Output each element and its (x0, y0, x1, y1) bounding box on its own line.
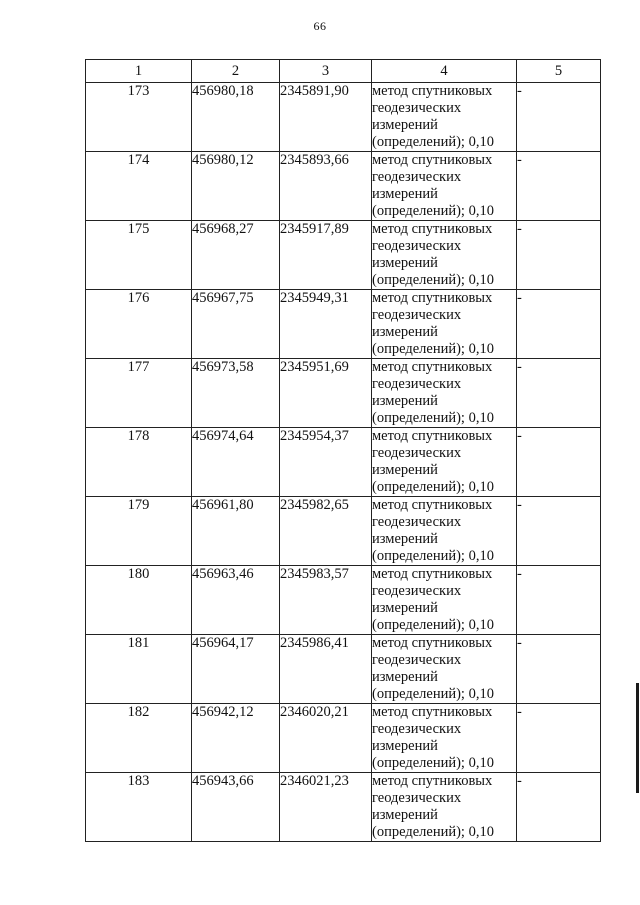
method-cell (372, 290, 517, 359)
table-body (86, 83, 601, 842)
method-line: геодезических (372, 721, 462, 737)
method-cell (372, 83, 517, 152)
description-cell: - (517, 497, 601, 566)
method-line: геодезических (372, 307, 462, 323)
description-cell: - (517, 635, 601, 704)
method-cell (372, 428, 517, 497)
x-coordinate-cell: 456943,66 (192, 773, 280, 842)
method-line: (определений); 0,10 (372, 410, 494, 426)
method-line: (определений); 0,10 (372, 755, 494, 771)
description-cell: - (517, 152, 601, 221)
header-row (86, 60, 601, 83)
method-line: (определений); 0,10 (372, 134, 494, 150)
table-row (86, 83, 601, 152)
method-line: метод спутниковых (372, 290, 493, 306)
method-cell (372, 635, 517, 704)
coordinates-table (85, 59, 601, 842)
table-row (86, 152, 601, 221)
x-coordinate-cell: 456961,80 (192, 497, 280, 566)
y-coordinate-cell: 2345986,41 (280, 635, 372, 704)
method-line: метод спутниковых (372, 428, 493, 444)
method-line: измерений (372, 117, 438, 133)
method-line: измерений (372, 807, 438, 823)
y-coordinate-cell: 2345982,65 (280, 497, 372, 566)
header-cell-2: 2 (192, 60, 280, 83)
table-row (86, 221, 601, 290)
y-coordinate-cell: 2345954,37 (280, 428, 372, 497)
method-cell (372, 359, 517, 428)
method-line: (определений); 0,10 (372, 272, 494, 288)
method-line: измерений (372, 462, 438, 478)
method-line: (определений); 0,10 (372, 479, 494, 495)
page-number: 66 (313, 19, 327, 33)
method-line: геодезических (372, 445, 462, 461)
description-cell: - (517, 83, 601, 152)
method-cell (372, 773, 517, 842)
method-line: геодезических (372, 100, 462, 116)
method-line: (определений); 0,10 (372, 203, 494, 219)
method-line: измерений (372, 600, 438, 616)
y-coordinate-cell: 2345951,69 (280, 359, 372, 428)
table-row (86, 290, 601, 359)
x-coordinate-cell: 456942,12 (192, 704, 280, 773)
table-row (86, 635, 601, 704)
point-number-cell: 183 (86, 773, 192, 842)
x-coordinate-cell: 456980,18 (192, 83, 280, 152)
table-row (86, 428, 601, 497)
point-number-cell: 173 (86, 83, 192, 152)
header-cell-3: 3 (280, 60, 372, 83)
point-number-cell: 179 (86, 497, 192, 566)
description-cell: - (517, 221, 601, 290)
y-coordinate-cell: 2345949,31 (280, 290, 372, 359)
method-cell (372, 152, 517, 221)
table-row (86, 773, 601, 842)
method-line: геодезических (372, 514, 462, 530)
x-coordinate-cell: 456964,17 (192, 635, 280, 704)
method-cell (372, 221, 517, 290)
point-number-cell: 174 (86, 152, 192, 221)
y-coordinate-cell: 2345891,90 (280, 83, 372, 152)
method-line: геодезических (372, 169, 462, 185)
method-line: метод спутниковых (372, 83, 493, 99)
method-line: метод спутниковых (372, 635, 493, 651)
point-number-cell: 176 (86, 290, 192, 359)
point-number-cell: 178 (86, 428, 192, 497)
method-line: измерений (372, 738, 438, 754)
description-cell: - (517, 566, 601, 635)
header-cell-1: 1 (86, 60, 192, 83)
method-line: метод спутниковых (372, 152, 493, 168)
y-coordinate-cell: 2345983,57 (280, 566, 372, 635)
x-coordinate-cell: 456973,58 (192, 359, 280, 428)
method-line: геодезических (372, 376, 462, 392)
description-cell: - (517, 773, 601, 842)
point-number-cell: 182 (86, 704, 192, 773)
description-cell: - (517, 290, 601, 359)
x-coordinate-cell: 456980,12 (192, 152, 280, 221)
description-cell: - (517, 359, 601, 428)
point-number-cell: 177 (86, 359, 192, 428)
table-row (86, 359, 601, 428)
method-line: (определений); 0,10 (372, 824, 494, 840)
method-line: измерений (372, 531, 438, 547)
method-line: метод спутниковых (372, 221, 493, 237)
method-line: измерений (372, 324, 438, 340)
method-line: метод спутниковых (372, 359, 493, 375)
point-number-cell: 175 (86, 221, 192, 290)
method-line: измерений (372, 186, 438, 202)
method-line: геодезических (372, 790, 462, 806)
point-number-cell: 181 (86, 635, 192, 704)
x-coordinate-cell: 456963,46 (192, 566, 280, 635)
method-line: (определений); 0,10 (372, 617, 494, 633)
method-line: метод спутниковых (372, 497, 493, 513)
y-coordinate-cell: 2345893,66 (280, 152, 372, 221)
x-coordinate-cell: 456974,64 (192, 428, 280, 497)
method-line: измерений (372, 393, 438, 409)
x-coordinate-cell: 456967,75 (192, 290, 280, 359)
method-line: метод спутниковых (372, 566, 493, 582)
method-cell (372, 497, 517, 566)
header-cell-5: 5 (517, 60, 601, 83)
method-line: (определений); 0,10 (372, 686, 494, 702)
y-coordinate-cell: 2346020,21 (280, 704, 372, 773)
method-line: геодезических (372, 652, 462, 668)
method-line: (определений); 0,10 (372, 341, 494, 357)
method-line: (определений); 0,10 (372, 548, 494, 564)
scan-edge-mark (636, 683, 639, 793)
table-row (86, 704, 601, 773)
method-line: геодезических (372, 238, 462, 254)
method-line: метод спутниковых (372, 704, 493, 720)
description-cell: - (517, 704, 601, 773)
x-coordinate-cell: 456968,27 (192, 221, 280, 290)
y-coordinate-cell: 2346021,23 (280, 773, 372, 842)
table-row (86, 497, 601, 566)
table-header (86, 60, 601, 83)
y-coordinate-cell: 2345917,89 (280, 221, 372, 290)
table-row (86, 566, 601, 635)
header-cell-4: 4 (372, 60, 517, 83)
method-cell (372, 566, 517, 635)
description-cell: - (517, 428, 601, 497)
method-line: измерений (372, 255, 438, 271)
method-line: метод спутниковых (372, 773, 493, 789)
method-cell (372, 704, 517, 773)
point-number-cell: 180 (86, 566, 192, 635)
method-line: измерений (372, 669, 438, 685)
method-line: геодезических (372, 583, 462, 599)
